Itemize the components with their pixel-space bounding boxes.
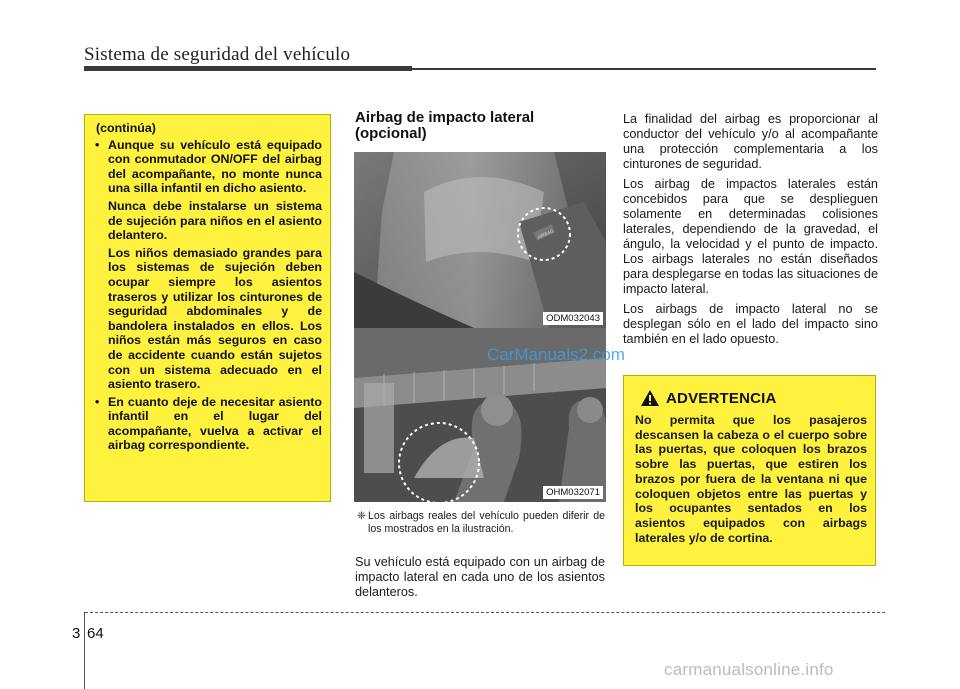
seat-illustration: [354, 152, 606, 328]
note-text: Los airbags reales del vehículo pueden diferir de los mostrados en la ilustración.: [368, 510, 605, 535]
caution-item: [94, 138, 322, 196]
caution-list-2: [94, 395, 322, 453]
warning-header: [635, 386, 867, 410]
right-column-text: [623, 112, 878, 352]
body-paragraph: Los airbag de impactos laterales están concebidos para que se desplieguen solamente en determinadas colisiones laterales, dependiendo de la gravedad, el ángulo, la velocidad y el punto de impacto. Los airbags laterales no están diseñados para desplegarse en todas las situaciones de impacto lateral.: [623, 177, 878, 296]
note-symbol-icon: ❈: [357, 510, 366, 522]
caution-item-text: Aunque su vehículo está equipado con conmutador ON/OFF del airbag del acompañante, no monte nunca una silla infantil en dicho asiento.: [108, 137, 322, 196]
warning-triangle-icon: [640, 389, 660, 407]
airbag-seat-label: AIRBAG: [536, 228, 555, 240]
site-watermark: carmanualsonline.info: [664, 660, 834, 679]
bullet-symbol: •: [95, 394, 100, 409]
section-title: Airbag de impacto lateral (opcional): [355, 109, 535, 142]
caution-item: [94, 395, 322, 453]
warning-title: ADVERTENCIA: [666, 389, 777, 407]
page-header-title: Sistema de seguridad del vehículo: [84, 44, 351, 65]
bullet-symbol: •: [95, 137, 100, 152]
chapter-number: 3: [72, 625, 81, 642]
body-paragraph-left: Su vehículo está equipado con un airbag de impacto lateral en cada uno de los asientos delanteros.: [355, 555, 605, 599]
continued-label: (continúa): [96, 121, 156, 135]
body-paragraph: Los airbags de impacto lateral no se desplegan sólo en el lado del impacto sino también en el lado opuesto.: [623, 302, 878, 346]
warning-text: No permita que los pasajeros descansen la cabeza o el cuerpo sobre las puertas, que coloquen los brazos sobre las puertas, que estiren los brazos por fuera de la ventana ni que coloquen objetos entre las puertas y los ocupantes sentados en los asientos equipados con airbags laterales y/o de cortina.: [635, 413, 867, 545]
caution-item-text: En cuanto deje de necesitar asiento infantil en el lugar del acompañante, vuelva a activar el airbag correspondiente.: [108, 394, 322, 453]
header-rule-thin: [412, 68, 876, 70]
footer-vertical-rule: [84, 612, 85, 689]
watermark-text: CarManuals2.com: [487, 345, 625, 364]
body-paragraph: La finalidad del airbag es proporcionar al conductor del vehículo y/o al acompañante una protección complementaria a los cinturones de seguridad.: [623, 112, 878, 171]
seat-airbag-photo: [354, 152, 606, 328]
caution-paragraph: Nunca debe instalarse un sistema de sujeción para niños en el asiento delantero.: [108, 198, 322, 243]
warning-box: [623, 375, 876, 566]
caution-box: [84, 114, 331, 502]
footer-dashed-rule: [85, 612, 885, 613]
figure-code: ODM032043: [543, 312, 603, 325]
header-rule-thick: [84, 66, 412, 71]
caution-list: [94, 138, 322, 196]
caution-paragraph: Los niños demasiado grandes para los sistemas de sujeción deben ocupar siempre los asientos traseros y utilizar los cinturones de seguridad abdominales y de bandolera instalados en ellos. Los niños están más seguros en caso de accidente cuando están sujetos con un sistema adecuado en el asiento trasero.: [108, 245, 322, 392]
illustration-note: [357, 510, 605, 536]
figure-code: OHM032071: [543, 486, 603, 499]
page-number: 64: [87, 625, 104, 642]
